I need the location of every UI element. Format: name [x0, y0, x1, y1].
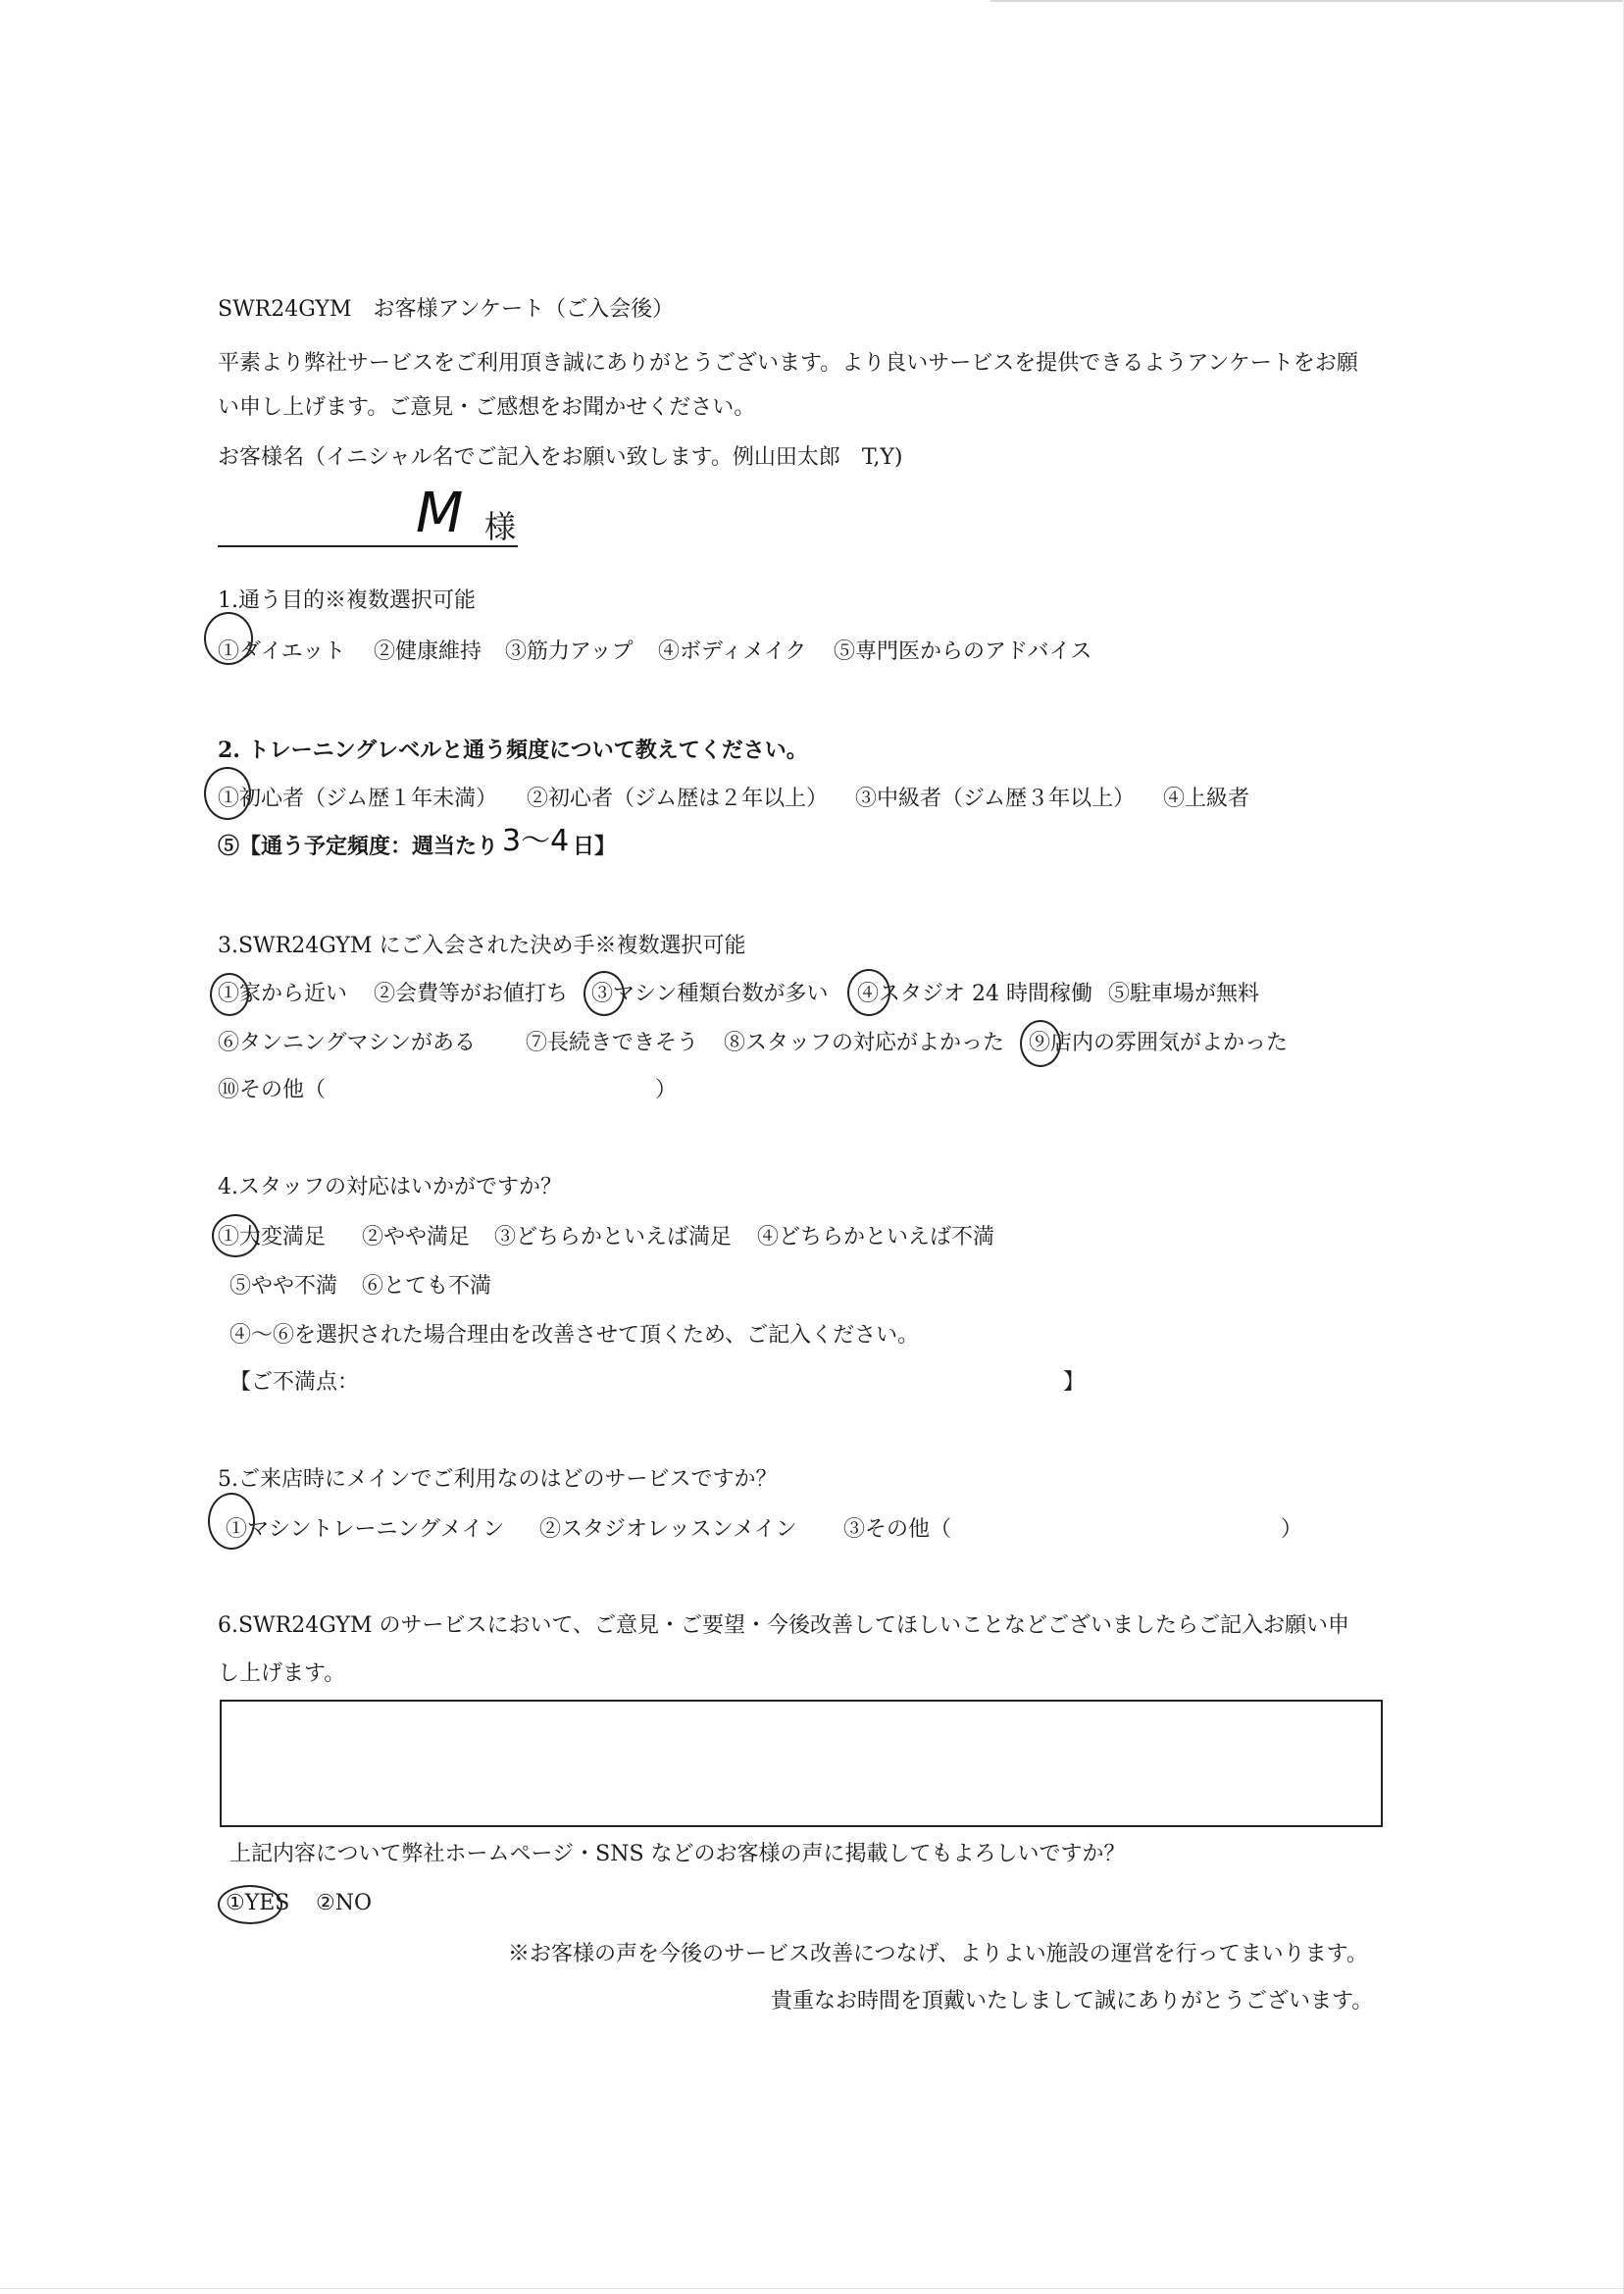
q3-option-2[interactable]: ②会費等がお値打ち: [374, 982, 569, 1006]
publish-option-no[interactable]: ②NO: [316, 1891, 373, 1915]
q4-option-1[interactable]: ①大変満足: [218, 1225, 327, 1249]
q2-frequency-suffix: 日】: [573, 834, 617, 859]
q1-option-1[interactable]: ①ダイエット: [218, 639, 346, 664]
q4-complaint-label[interactable]: 【ご不満点：: [229, 1370, 360, 1395]
publish-question: 上記内容について弊社ホームページ・SNS などのお客様の声に掲載してもよろしいですか？: [229, 1842, 1126, 1866]
q5-option-1[interactable]: ①マシントレーニングメイン: [226, 1517, 505, 1542]
q4-option-6[interactable]: ⑥とても不満: [362, 1274, 492, 1299]
q4-title: 4.スタッフの対応はいかがですか？: [218, 1175, 562, 1199]
name-suffix: 様: [484, 508, 517, 545]
q3-option-6[interactable]: ⑥タンニングマシンがある: [218, 1031, 477, 1055]
q3-option-10[interactable]: ⑩その他（: [218, 1078, 327, 1102]
q5-title: 5.ご来店時にメインでご利用なのはどのサービスですか？: [218, 1467, 778, 1492]
intro-text-line2: い申し上げます。ご意見・ご感想をお聞かせください。: [218, 395, 756, 420]
name-prompt: お客様名（イニシャル名でご記入をお願い致します。例山田太郎 T,Y): [218, 445, 903, 470]
q1-option-5[interactable]: ⑤専門医からのアドバイス: [834, 639, 1092, 664]
q4-complaint-close: 】: [1063, 1370, 1086, 1395]
publish-option-yes[interactable]: ①YES: [226, 1891, 290, 1915]
q5-option-2[interactable]: ②スタジオレッスンメイン: [539, 1517, 797, 1542]
q6-title-line1: 6.SWR24GYM のサービスにおいて、ご意見・ご要望・今後改善してほしいことなどございましたらご記入お願い申: [218, 1613, 1350, 1638]
footer-note-line1: ※お客様の声を今後のサービス改善につなげ、よりよい施設の運営を行ってまいります。: [508, 1942, 1368, 1966]
q4-option-4[interactable]: ④どちらかといえば不満: [757, 1225, 995, 1249]
q6-comment-box[interactable]: [220, 1700, 1383, 1827]
q4-option-3[interactable]: ③どちらかといえば満足: [494, 1225, 733, 1249]
scan-edge-top: [990, 0, 1624, 2]
scan-edge-bottom: [0, 2288, 1624, 2289]
customer-name-handwritten[interactable]: M: [416, 482, 464, 545]
q3-option-1[interactable]: ①家から近い: [218, 982, 348, 1006]
q3-option-3[interactable]: ③マシン種類台数が多い: [591, 982, 829, 1006]
q1-option-3[interactable]: ③筋力アップ: [505, 639, 634, 664]
q3-option-7[interactable]: ⑦長続きできそう: [526, 1031, 699, 1055]
q2-option-3[interactable]: ③中級者（ジム歴３年以上）: [855, 787, 1136, 811]
q2-option-1[interactable]: ①初心者（ジム歴１年未満）: [218, 787, 498, 811]
q3-title: 3.SWR24GYM にご入会された決め手※複数選択可能: [218, 934, 746, 958]
q1-option-4[interactable]: ④ボディメイク: [658, 639, 807, 664]
q2-option-2[interactable]: ②初心者（ジム歴は２年以上）: [527, 787, 829, 811]
q3-other-close: ）: [655, 1078, 678, 1102]
q4-option-2[interactable]: ②やや満足: [362, 1225, 471, 1249]
q3-option-9[interactable]: ⑨店内の雰囲気がよかった: [1029, 1031, 1289, 1055]
q3-option-5[interactable]: ⑤駐車場が無料: [1108, 982, 1260, 1006]
q1-option-2[interactable]: ②健康維持: [374, 639, 482, 664]
q5-option-3[interactable]: ③その他（: [843, 1517, 952, 1542]
name-underline: [218, 545, 518, 547]
q4-option-5[interactable]: ⑤やや不満: [229, 1274, 338, 1299]
q2-frequency-handwritten[interactable]: 3〜4: [502, 824, 570, 858]
q6-comment-text: [222, 1702, 1381, 1721]
q4-note: ④〜⑥を選択された場合理由を改善させて頂くため、ご記入ください。: [229, 1323, 920, 1348]
q3-option-8[interactable]: ⑧スタッフの対応がよかった: [724, 1031, 1005, 1055]
q5-other-close: ）: [1281, 1517, 1303, 1542]
footer-note-line2: 貴重なお時間を頂戴いたしまして誠にありがとうございます。: [771, 1989, 1374, 2014]
q2-title: 2. トレーニングレベルと通う頻度について教えてください。: [218, 738, 808, 763]
q6-title-line2: し上げます。: [218, 1661, 346, 1686]
q3-option-4[interactable]: ④スタジオ 24 時間稼働: [857, 982, 1092, 1006]
q1-title: 1.通う目的※複数選択可能: [218, 588, 476, 613]
q2-option-4[interactable]: ④上級者: [1163, 787, 1250, 811]
intro-text-line1: 平素より弊社サービスをご利用頂き誠にありがとうございます。より良いサービスを提供できるようアンケートをお願: [218, 351, 1358, 376]
survey-title: SWR24GYM お客様アンケート（ご入会後）: [218, 297, 675, 322]
q2-frequency-label: ⑤【通う予定頻度：週当たり: [218, 834, 499, 859]
